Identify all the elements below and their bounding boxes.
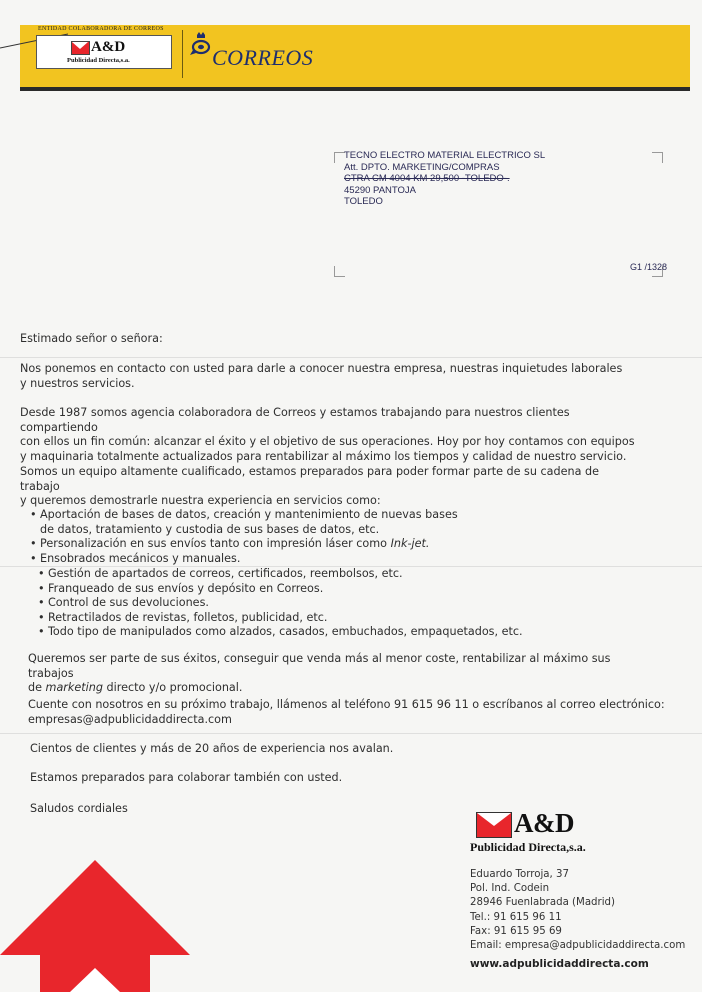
email-line: Email: empresa@adpublicidaddirecta.com xyxy=(470,940,686,952)
address-line: 45290 PANTOJA xyxy=(344,184,416,196)
list-item: • Personalización en sus envíos tanto con impresión láser como Ink-jet. xyxy=(30,537,630,552)
recipient-address xyxy=(344,150,545,208)
text-line: y queremos demostrarle nuestra experiencia en servicios como: xyxy=(20,494,381,507)
company-address xyxy=(470,868,685,953)
text-line: y nuestros servicios. xyxy=(20,376,135,390)
envelope-icon xyxy=(476,812,512,838)
list-item: • Franqueado de sus envíos y depósito en Correos. xyxy=(38,582,638,597)
address-line: Pol. Ind. Codein xyxy=(470,883,550,895)
address-line: TOLEDO xyxy=(344,196,383,207)
website-text: www.adpublicidaddirecta.com xyxy=(470,958,649,970)
list-item: • Gestión de apartados de correos, certificados, reembolsos, etc. xyxy=(38,567,638,582)
address-line: TECNO ELECTRO MATERIAL ELECTRICO SL xyxy=(344,150,546,161)
paragraph-history xyxy=(20,406,640,464)
services-list-continued xyxy=(38,567,638,640)
closing: Saludos cordiales xyxy=(30,802,128,815)
paragraph-team xyxy=(20,465,640,509)
services-list xyxy=(30,508,630,566)
text-line: Desde 1987 somos agencia colaboradora de Correos y estamos trabajando para nuestros clientes compartiendo xyxy=(20,406,570,434)
text-line: de marketing directo y/o promocional. xyxy=(28,681,243,694)
paragraph-goals xyxy=(28,652,648,696)
paragraph-experience: Cientos de clientes y más de 20 años de experiencia nos avalan. xyxy=(30,742,394,755)
ad-logo-subtitle: Publicidad Directa,s.a. xyxy=(67,57,130,64)
paragraph-collaborate: Estamos preparados para colaborar también con usted. xyxy=(30,771,343,784)
signature-brand-name: A&D xyxy=(514,808,574,838)
envelope-icon xyxy=(71,41,90,55)
signature-brand-subtitle: Publicidad Directa,s.a. xyxy=(470,840,586,854)
paragraph-intro xyxy=(20,362,640,391)
phone-line: Tel.: 91 615 96 11 xyxy=(470,911,562,923)
ad-logo-box xyxy=(36,35,172,69)
ad-logo-name: A&D xyxy=(91,39,126,55)
address-window-corner xyxy=(334,266,345,277)
reference-code: G1 /1328 xyxy=(630,262,668,272)
paper-fold xyxy=(0,733,702,734)
fax-line: Fax: 91 615 95 69 xyxy=(470,925,562,937)
post-horn-crown-icon xyxy=(190,32,212,58)
text-line: Somos un equipo altamente cualificado, estamos preparados para poder formar parte de su cadena de trabajo xyxy=(20,465,600,493)
list-item: • Control de sus devoluciones. xyxy=(38,596,638,611)
text-line: Cuente con nosotros en su próximo trabajo, llámenos al teléfono 91 615 96 11 o escríbanos al correo electrónico: xyxy=(28,698,665,711)
list-item: • Todo tipo de manipulados como alzados, casados, embuchados, empaquetados, etc. xyxy=(38,625,638,640)
list-item: • Ensobrados mecánicos y manuales. xyxy=(30,552,630,567)
greeting: Estimado señor o señora: xyxy=(20,332,163,345)
list-item: • Aportación de bases de datos, creación y mantenimiento de nuevas bases de datos, tratamiento y custodia de sus bases de datos, etc. xyxy=(30,508,630,537)
header-divider xyxy=(182,30,183,78)
text-line: con ellos un fin común: alcanzar el éxito y el objetivo de sus operaciones. Hoy por hoy contamos con equipos xyxy=(20,435,635,448)
entity-label: ENTIDAD COLABORADORA DE CORREOS xyxy=(38,26,164,32)
paragraph-contact xyxy=(28,698,700,727)
text-line: Queremos ser parte de sus éxitos, conseguir que venda más al menor coste, rentabilizar al máximo sus trabajos xyxy=(28,652,611,680)
email-text: empresas@adpublicidaddirecta.com xyxy=(28,712,232,726)
address-window-corner xyxy=(652,152,663,163)
red-arrow-graphic xyxy=(0,860,190,992)
paper-fold xyxy=(0,357,702,358)
list-item: • Retractilados de revistas, folletos, publicidad, etc. xyxy=(38,611,638,626)
text-line: y maquinaria totalmente actualizados para rentabilizar al máximo los tiempos y calidad de nuestro servicio. xyxy=(20,449,627,463)
address-line: Eduardo Torroja, 37 xyxy=(470,869,569,880)
correos-logo-text: CORREOS xyxy=(212,45,314,70)
address-line: CTRA CM 4004 KM 29,500 -TOLEDO-. xyxy=(344,173,510,184)
address-line: 28946 Fuenlabrada (Madrid) xyxy=(470,897,615,909)
address-line: Att. DPTO. MARKETING/COMPRAS xyxy=(344,161,500,173)
text-line: Nos ponemos en contacto con usted para darle a conocer nuestra empresa, nuestras inquietudes laborales xyxy=(20,362,623,375)
